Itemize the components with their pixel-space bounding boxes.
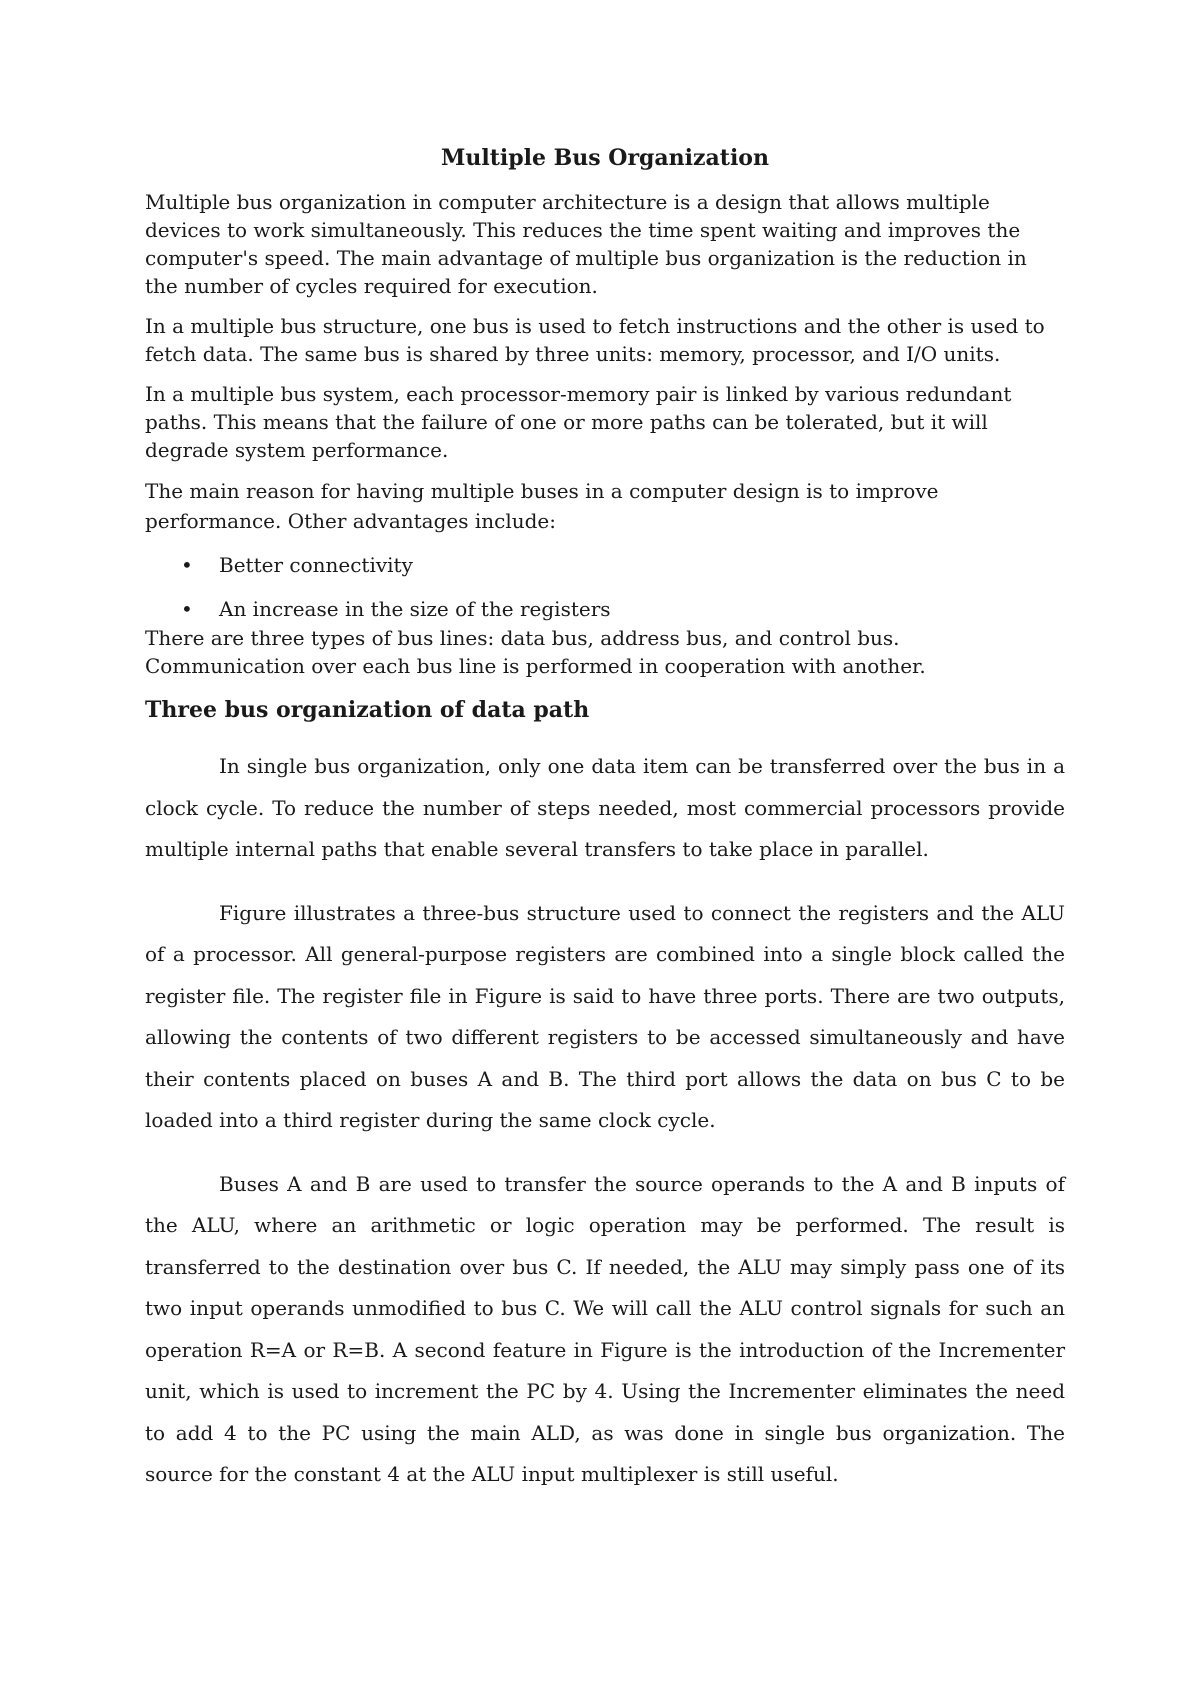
list-item [145,550,1065,580]
list-item [145,594,1065,624]
bullet-icon: • [181,553,193,577]
document-page [145,140,1065,1518]
intro-paragraph-2: In a multiple bus structure, one bus is used to fetch instructions and the other is used to fetch data. The same bus is shared by three units: memory, processor, and I/O units. [145,314,1045,366]
body-paragraph-2: Figure illustrates a three-bus structure used to connect the registers and the ALU of a processor. All general-purpose registers are combined into a single block called the register file. The register file in Figure is said to have three ports. There are two outputs, allowing the contents of two different registers to be accessed simultaneously and have their contents placed on buses A and B. The third port allows the data on bus C to be loaded into a third register during the same clock cycle. [145,900,1065,1132]
intro-paragraph-3: In a multiple bus system, each processor-memory pair is linked by various redundant paths. This means that the failure of one or more paths can be tolerated, but it will degrade system performance. [145,382,1012,462]
intro-paragraph-1: Multiple bus organization in computer architecture is a design that allows multiple devices to work simultaneously. This reduces the time spent waiting and improves the computer's speed. The main advantage of multiple bus organization is the reduction in the number of cycles required for execution. [145,190,1027,298]
bus-lines-paragraph: There are three types of bus lines: data bus, address bus, and control bus. Communication over each bus line is performed in cooperation with another. [145,626,926,678]
page-title: Multiple Bus Organization [441,145,769,171]
list-item-text: Better connectivity [219,553,413,577]
intro-paragraph-4: The main reason for having multiple buses in a computer design is to improve performance. Other advantages include: [145,479,939,533]
body-paragraph-3: Buses A and B are used to transfer the source operands to the A and B inputs of the ALU, where an arithmetic or logic operation may be performed. The result is transferred to the destination over bus C. If needed, the ALU may simply pass one of its two input operands unmodified to bus C. We will call the ALU control signals for such an operation R=A or R=B. A second feature in Figure is the introduction of the Incrementer unit, which is used to increment the PC by 4. Using the Incrementer eliminates the need to add 4 to the PC using the main ALD, as was done in single bus organization. The source for the constant 4 at the ALU input multiplexer is still useful. [145,1171,1065,1486]
section-heading: Three bus organization of data path [145,697,590,723]
list-item-text: An increase in the size of the registers [219,597,611,621]
advantages-list [145,550,1065,624]
bullet-icon: • [181,597,193,621]
body-paragraph-1: In single bus organization, only one data item can be transferred over the bus in a clock cycle. To reduce the number of steps needed, most commercial processors provide multiple internal paths that enable several transfers to take place in parallel. [145,754,1065,861]
